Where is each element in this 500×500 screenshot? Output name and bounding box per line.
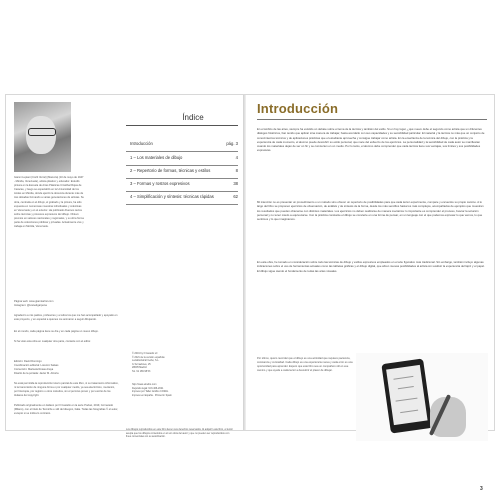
tablet-device: [381, 358, 432, 433]
chapter-title-rule: [257, 119, 487, 120]
toc-divider: [126, 191, 238, 192]
toc-entry[interactable]: [130, 155, 242, 160]
rights-notice: No está permitida la reproducción total o parcial de este libro, ni su tratamiento informático, ni la transmisión de ninguna forma o por cualquier medio, ya sea electrónico, mecánico, por fotocopia, por registro u otros métodos, sin el permiso previo y por escrito de los titulares del copyright.: [14, 382, 119, 397]
author-bio: Gianni Lupiani (Cortil Verrel) (Manoza) (10 de mayo de 1947 - Mérida, Venezuela), artista plástico y educador. Estudió pintura en la Escuela de Artes Plásticas Cristóbal Rojas de Caracas, y luego se especializó en la Universidad de los Andes en Mérida, donde ejerció la docencia durante más de tres décadas formando a varias generaciones de artistas. Su obra, centrada en el dibujo, el grabado y la pintura, ha sido expuesta en numerosas muestras individuales y colectivas en Venezuela y en el exterior. Ha publicado diversos textos sobre técnicas y procesos expresivos del dibujo. Obtuvo premios en salones nacionales y regionales, y su obra forma parte de colecciones públicas y privadas. Actualmente vive y trabaja en Mérida, Venezuela.: [14, 176, 84, 229]
sketch-stroke: [398, 386, 414, 389]
drawing-hand: [430, 397, 466, 437]
contact-lines: Página web: www.gianniartist.com Instagram: @ivanedgarpena: [14, 300, 54, 307]
author-glasses: [28, 128, 56, 136]
note-line-2: En el mundo, cada página tiene su día y en cada página un nuevo dibujo.: [14, 330, 99, 333]
toc-entry-page: 4: [235, 155, 238, 160]
toc-entry-label: Introducción: [130, 141, 153, 146]
sketch-stroke: [400, 410, 418, 413]
intro-paragraph-1: En el ámbito de las artes, siempre ha existido un debate sobre el tema de la técnica y también del estilo. Si en hoy lugar, ¿qué nuevo debe el segundo como artista que un diferentes diálogos históricos, han tenido que aplicar sina manera de trabajar, hasta acordarlo con sus capacidades y su sensibilidad particular. El material y la técnica no más que un conjunto de conocimientos técnicos y de aplicaciones prácticas que el estudiante aprovecha y consigue trabajar como artista. En la enseñanza de la técnica del dibujo, con la práctica y la experiencia de cada momento, el alumno puede descubrir su estilo personal, que nace del esfuerzo de los ejercicios. La personalidad y la sensibilidad de cada autor se manifiestan cuando los materiales dejan de ser un fin y se convierten en un medio. Por lo tanto, el alumno debe comprender que cada técnica tiene sus ventajas, sus límites y sus posibilidades expresivas.: [257, 127, 485, 153]
toc-entry[interactable]: [130, 181, 242, 186]
edition-credits: Edición: David Domingo Coordinación editorial: Lorenzo Salsas Corrección: Marisela Rosas Araya Diseño de la portada: Javier M. Alcorta: [14, 360, 59, 375]
toc-divider: [126, 178, 238, 179]
author-photo: [14, 102, 71, 172]
toc-entry-label: 3 – Formas y rostros expresivos: [130, 181, 190, 186]
publisher-block-2: http://www.elceibo.com Depósito legal: M-6.406-2021 Impreso por Taller Gráfico CORAL Impreso en España · Printed in Spain: [132, 383, 172, 397]
toc-entry[interactable]: [130, 194, 242, 199]
intro-paragraph-3: En esta obra, he tomado en consideración sobre todo las técnicas de dibujo y estilos expresivos empleados en el arte figurativo más tradicional. Sin embargo, también incluyo algunas indicaciones sobre el uso de herramientas actuales como las tabletas gráficas y el dibujo digital, que abren nuevas posibilidades al artista sin sustituir la experiencia del lápiz y el papel. El dibujo sigue siendo el fundamento de todas las artes visuales.: [257, 260, 485, 273]
sketch-stroke: [396, 398, 418, 402]
book-gutter: [243, 95, 246, 430]
tablet-drawing-photo: [356, 353, 488, 441]
toc-entry-label: 2 – Repertorio de formas, técnicas y estilos: [130, 168, 211, 173]
reproduction-note: Los dibujos reproducidos en este libro tienen sus derechos reservados. Al adquirir este libro, el lector acepta que los dibujos contenidos en él son obra del autor y que no pueden ser reproducidos con fines comerciales sin su autorización.: [126, 428, 233, 439]
toc-entry[interactable]: [130, 168, 242, 173]
index-title: Índice: [182, 113, 204, 122]
toc-entry-label: 4 – Simplificación y síntesis: técnicas rápidas: [130, 194, 214, 199]
intro-paragraph-2: Mi intención no es presentar un procedimiento o un método sino ofrecer un repertorio de posibilidades para que cada lector experimente, compare y encuentre su propio camino. A lo largo del libro se proponen ejercicios de observación, de análisis y de síntesis de la forma, desde los más sencillos hasta los más complejos, acompañados de ejemplos que muestran los resultados que pueden obtenerse con distintos materiales. Los ejercicios no deben realizarse de manera mecánica: lo importante es comprender el proceso, buscar la solución personal y no tener miedo a equivocarse. Con la práctica constante el dibujo se convierte en una forma de pensar, en un lenguaje con el que podemos expresar lo que vemos, lo que sentimos y lo que imaginamos.: [257, 200, 484, 222]
toc-divider: [126, 165, 238, 166]
intro-closing-text: Por último, quiero recordar que el dibujo es una actividad que requiere paciencia, constancia y curiosidad. Cada dibujo es una experiencia nueva y cada error es una oportunidad para aprender. Espero que este libro sea un compañero útil en ese camino y que ayude a cada lector a descubrir el placer de dibujar.: [257, 357, 353, 372]
acknowledgements: Agradezco a mis padres, profesores y a todos los que me han acompañado y apoyado en este proyecto, y en especial a quienes me animaron a seguir dibujando.: [14, 314, 118, 321]
index-divider: [126, 125, 238, 126]
toc-entry[interactable]: [130, 141, 242, 146]
toc-entry-page: pág. 3: [226, 141, 238, 146]
toc-divider: [126, 204, 238, 205]
note-line-3: Si ha visto esta obra en cualquier otra parte, contacte con el editor.: [14, 340, 91, 343]
toc-divider: [126, 151, 238, 152]
tablet-screen: [386, 365, 427, 425]
chapter-title: Introducción: [257, 101, 339, 116]
sketch-stroke: [393, 376, 413, 380]
toc-entry-page: 8: [235, 168, 238, 173]
toc-entry-page: 62: [233, 194, 238, 199]
toc-entry-label: 1 – Los materiales de dibujo: [130, 155, 183, 160]
page-number: 3: [480, 486, 483, 492]
toc-entry-page: 38: [233, 181, 238, 186]
publisher-block: © 2019 by Il Castello srl © 2021 de la versión española: La Editorial El Ceibo, S.L. C/ Armadores, 25 28005 Madrid Tel. 91 189 98 53: [132, 352, 165, 373]
original-publication: Publicado originalmente en italiano por Il Castello en la serie Pocket, 2019, Cornaredo (Milano), con el título de Tecniche e stili del disegno, Italia. Todas las fotografías © el autor, excepto si se indica lo contrario.: [14, 404, 119, 415]
